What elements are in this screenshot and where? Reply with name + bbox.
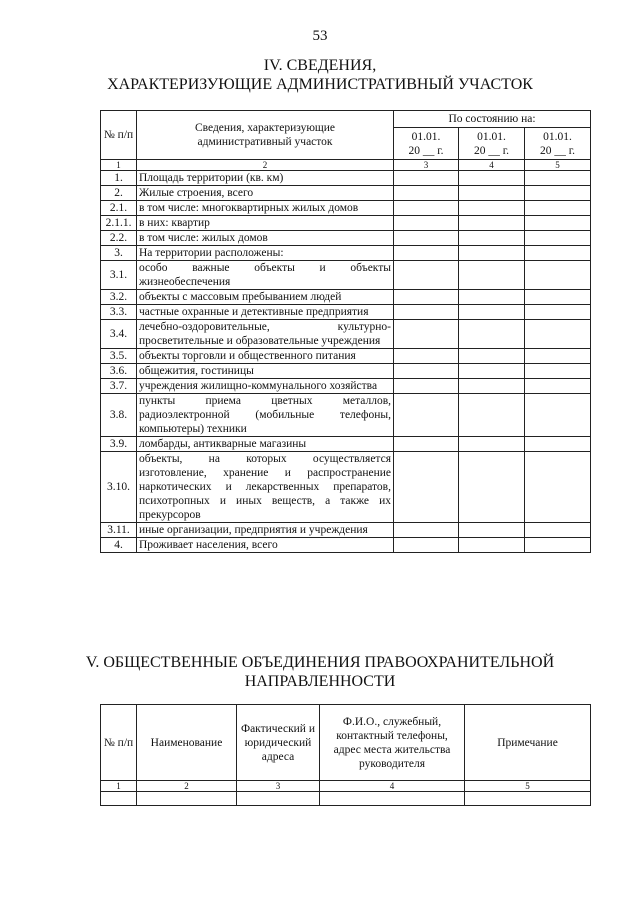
value-cell [394, 261, 459, 290]
row-label: учреждения жилищно-коммунального хозяйства [137, 379, 394, 394]
table-row [101, 290, 591, 305]
table-row [101, 171, 591, 186]
table-row [101, 379, 591, 394]
empty-row [101, 792, 591, 806]
row-number: 3.4. [101, 320, 137, 349]
value-cell [459, 538, 525, 553]
value-cell [525, 186, 591, 201]
value-cell [394, 216, 459, 231]
section-v-title [0, 653, 640, 691]
value-cell [525, 201, 591, 216]
value-cell [459, 216, 525, 231]
table-row [101, 186, 591, 201]
value-cell [525, 261, 591, 290]
row-number: 4. [101, 538, 137, 553]
header-date-3: 01.01. 20 __ г. [525, 128, 591, 160]
column-index: 4 [459, 160, 525, 171]
value-cell [459, 320, 525, 349]
header-name: Наименование [137, 705, 237, 781]
row-label: в том числе: жилых домов [137, 231, 394, 246]
row-label: пункты приема цветных металлов, радиоэлектронной (мобильные телефоны, компьютеры) техники [137, 394, 394, 437]
section-iv-title [0, 56, 640, 94]
value-cell [394, 452, 459, 523]
value-cell [459, 171, 525, 186]
row-number: 2.1.1. [101, 216, 137, 231]
column-index: 4 [320, 781, 465, 792]
value-cell [459, 349, 525, 364]
section-iv-title-line1: IV. СВЕДЕНИЯ, [263, 57, 377, 74]
table-row [101, 538, 591, 553]
value-cell [525, 171, 591, 186]
table-row [101, 246, 591, 261]
row-label: иные организации, предприятия и учреждения [137, 523, 394, 538]
value-cell [459, 364, 525, 379]
row-label: объекты, на которых осуществляется изготовление, хранение и распространение наркотических и лекарственных препаратов, психотропных и иных веществ, а также их прекурсоров [137, 452, 394, 523]
value-cell [525, 394, 591, 437]
value-cell [525, 523, 591, 538]
column-index: 3 [394, 160, 459, 171]
row-label: На территории расположены: [137, 246, 394, 261]
column-index: 1 [101, 160, 137, 171]
header-head-contacts: Ф.И.О., служебный, контактный телефоны, адрес места жительства руководителя [320, 705, 465, 781]
value-cell [525, 290, 591, 305]
header-num: № п/п [101, 705, 137, 781]
value-cell [525, 538, 591, 553]
row-number: 3.10. [101, 452, 137, 523]
value-cell [525, 379, 591, 394]
row-label: общежития, гостиницы [137, 364, 394, 379]
value-cell [394, 379, 459, 394]
value-cell [525, 305, 591, 320]
row-number: 1. [101, 171, 137, 186]
row-label: лечебно-оздоровительные, культурно-просветительные и образовательные учреждения [137, 320, 394, 349]
header-info: Сведения, характеризующие административный участок [137, 111, 394, 160]
table-row [101, 201, 591, 216]
table-row [101, 364, 591, 379]
row-number: 3.9. [101, 437, 137, 452]
value-cell [459, 231, 525, 246]
column-index-row [101, 160, 591, 171]
value-cell [459, 290, 525, 305]
value-cell [459, 201, 525, 216]
value-cell [459, 261, 525, 290]
column-index-row [101, 781, 591, 792]
row-number: 3.2. [101, 290, 137, 305]
table-row [101, 349, 591, 364]
row-label: в них: квартир [137, 216, 394, 231]
column-index: 3 [237, 781, 320, 792]
table-row [101, 437, 591, 452]
table-row [101, 320, 591, 349]
column-index: 1 [101, 781, 137, 792]
value-cell [394, 394, 459, 437]
row-label: Площадь территории (кв. км) [137, 171, 394, 186]
value-cell [525, 364, 591, 379]
table-row [101, 216, 591, 231]
value-cell [394, 538, 459, 553]
section-iv-title-line2: ХАРАКТЕРИЗУЮЩИЕ АДМИНИСТРАТИВНЫЙ УЧАСТОК [107, 76, 533, 93]
row-number: 2.1. [101, 201, 137, 216]
table-row [101, 261, 591, 290]
value-cell [525, 452, 591, 523]
value-cell [525, 216, 591, 231]
value-cell [394, 437, 459, 452]
table-row [101, 523, 591, 538]
row-number: 3.8. [101, 394, 137, 437]
column-index: 2 [137, 781, 237, 792]
header-address: Фактический и юридический адреса [237, 705, 320, 781]
public-associations-table [100, 704, 591, 806]
table-row [101, 305, 591, 320]
row-label: Проживает населения, всего [137, 538, 394, 553]
value-cell [394, 290, 459, 305]
value-cell [459, 379, 525, 394]
row-number: 3.1. [101, 261, 137, 290]
value-cell [459, 246, 525, 261]
value-cell [394, 231, 459, 246]
admin-area-table [100, 110, 591, 553]
row-label: особо важные объекты и объекты жизнеобеспечения [137, 261, 394, 290]
value-cell [459, 394, 525, 437]
section-v-title-line2: НАПРАВЛЕННОСТИ [244, 673, 396, 690]
table-row [101, 452, 591, 523]
row-number: 3.11. [101, 523, 137, 538]
value-cell [394, 320, 459, 349]
row-label: ломбарды, антикварные магазины [137, 437, 394, 452]
row-number: 3.7. [101, 379, 137, 394]
row-number: 2. [101, 186, 137, 201]
column-index: 5 [525, 160, 591, 171]
value-cell [394, 364, 459, 379]
value-cell [525, 246, 591, 261]
row-label: Жилые строения, всего [137, 186, 394, 201]
value-cell [459, 523, 525, 538]
row-number: 3. [101, 246, 137, 261]
column-index: 2 [137, 160, 394, 171]
row-number: 3.5. [101, 349, 137, 364]
table-row [101, 394, 591, 437]
value-cell [394, 246, 459, 261]
header-as-of: По состоянию на: [394, 111, 591, 128]
value-cell [459, 305, 525, 320]
value-cell [394, 186, 459, 201]
row-label: объекты с массовым пребыванием людей [137, 290, 394, 305]
row-label: объекты торговли и общественного питания [137, 349, 394, 364]
value-cell [525, 349, 591, 364]
value-cell [394, 171, 459, 186]
row-number: 3.3. [101, 305, 137, 320]
value-cell [394, 201, 459, 216]
value-cell [525, 320, 591, 349]
page-number: 53 [312, 28, 328, 44]
row-label: частные охранные и детективные предприятия [137, 305, 394, 320]
value-cell [525, 437, 591, 452]
column-index: 5 [465, 781, 591, 792]
row-number: 2.2. [101, 231, 137, 246]
value-cell [394, 523, 459, 538]
value-cell [394, 349, 459, 364]
table-row [101, 231, 591, 246]
row-label: в том числе: многоквартирных жилых домов [137, 201, 394, 216]
header-num: № п/п [101, 111, 137, 160]
header-date-1: 01.01. 20 __ г. [394, 128, 459, 160]
header-note: Примечание [465, 705, 591, 781]
value-cell [459, 437, 525, 452]
section-v-title-line1: V. ОБЩЕСТВЕННЫЕ ОБЪЕДИНЕНИЯ ПРАВООХРАНИТЕЛЬНОЙ [85, 654, 555, 671]
value-cell [394, 305, 459, 320]
value-cell [459, 452, 525, 523]
header-date-2: 01.01. 20 __ г. [459, 128, 525, 160]
value-cell [459, 186, 525, 201]
row-number: 3.6. [101, 364, 137, 379]
value-cell [525, 231, 591, 246]
